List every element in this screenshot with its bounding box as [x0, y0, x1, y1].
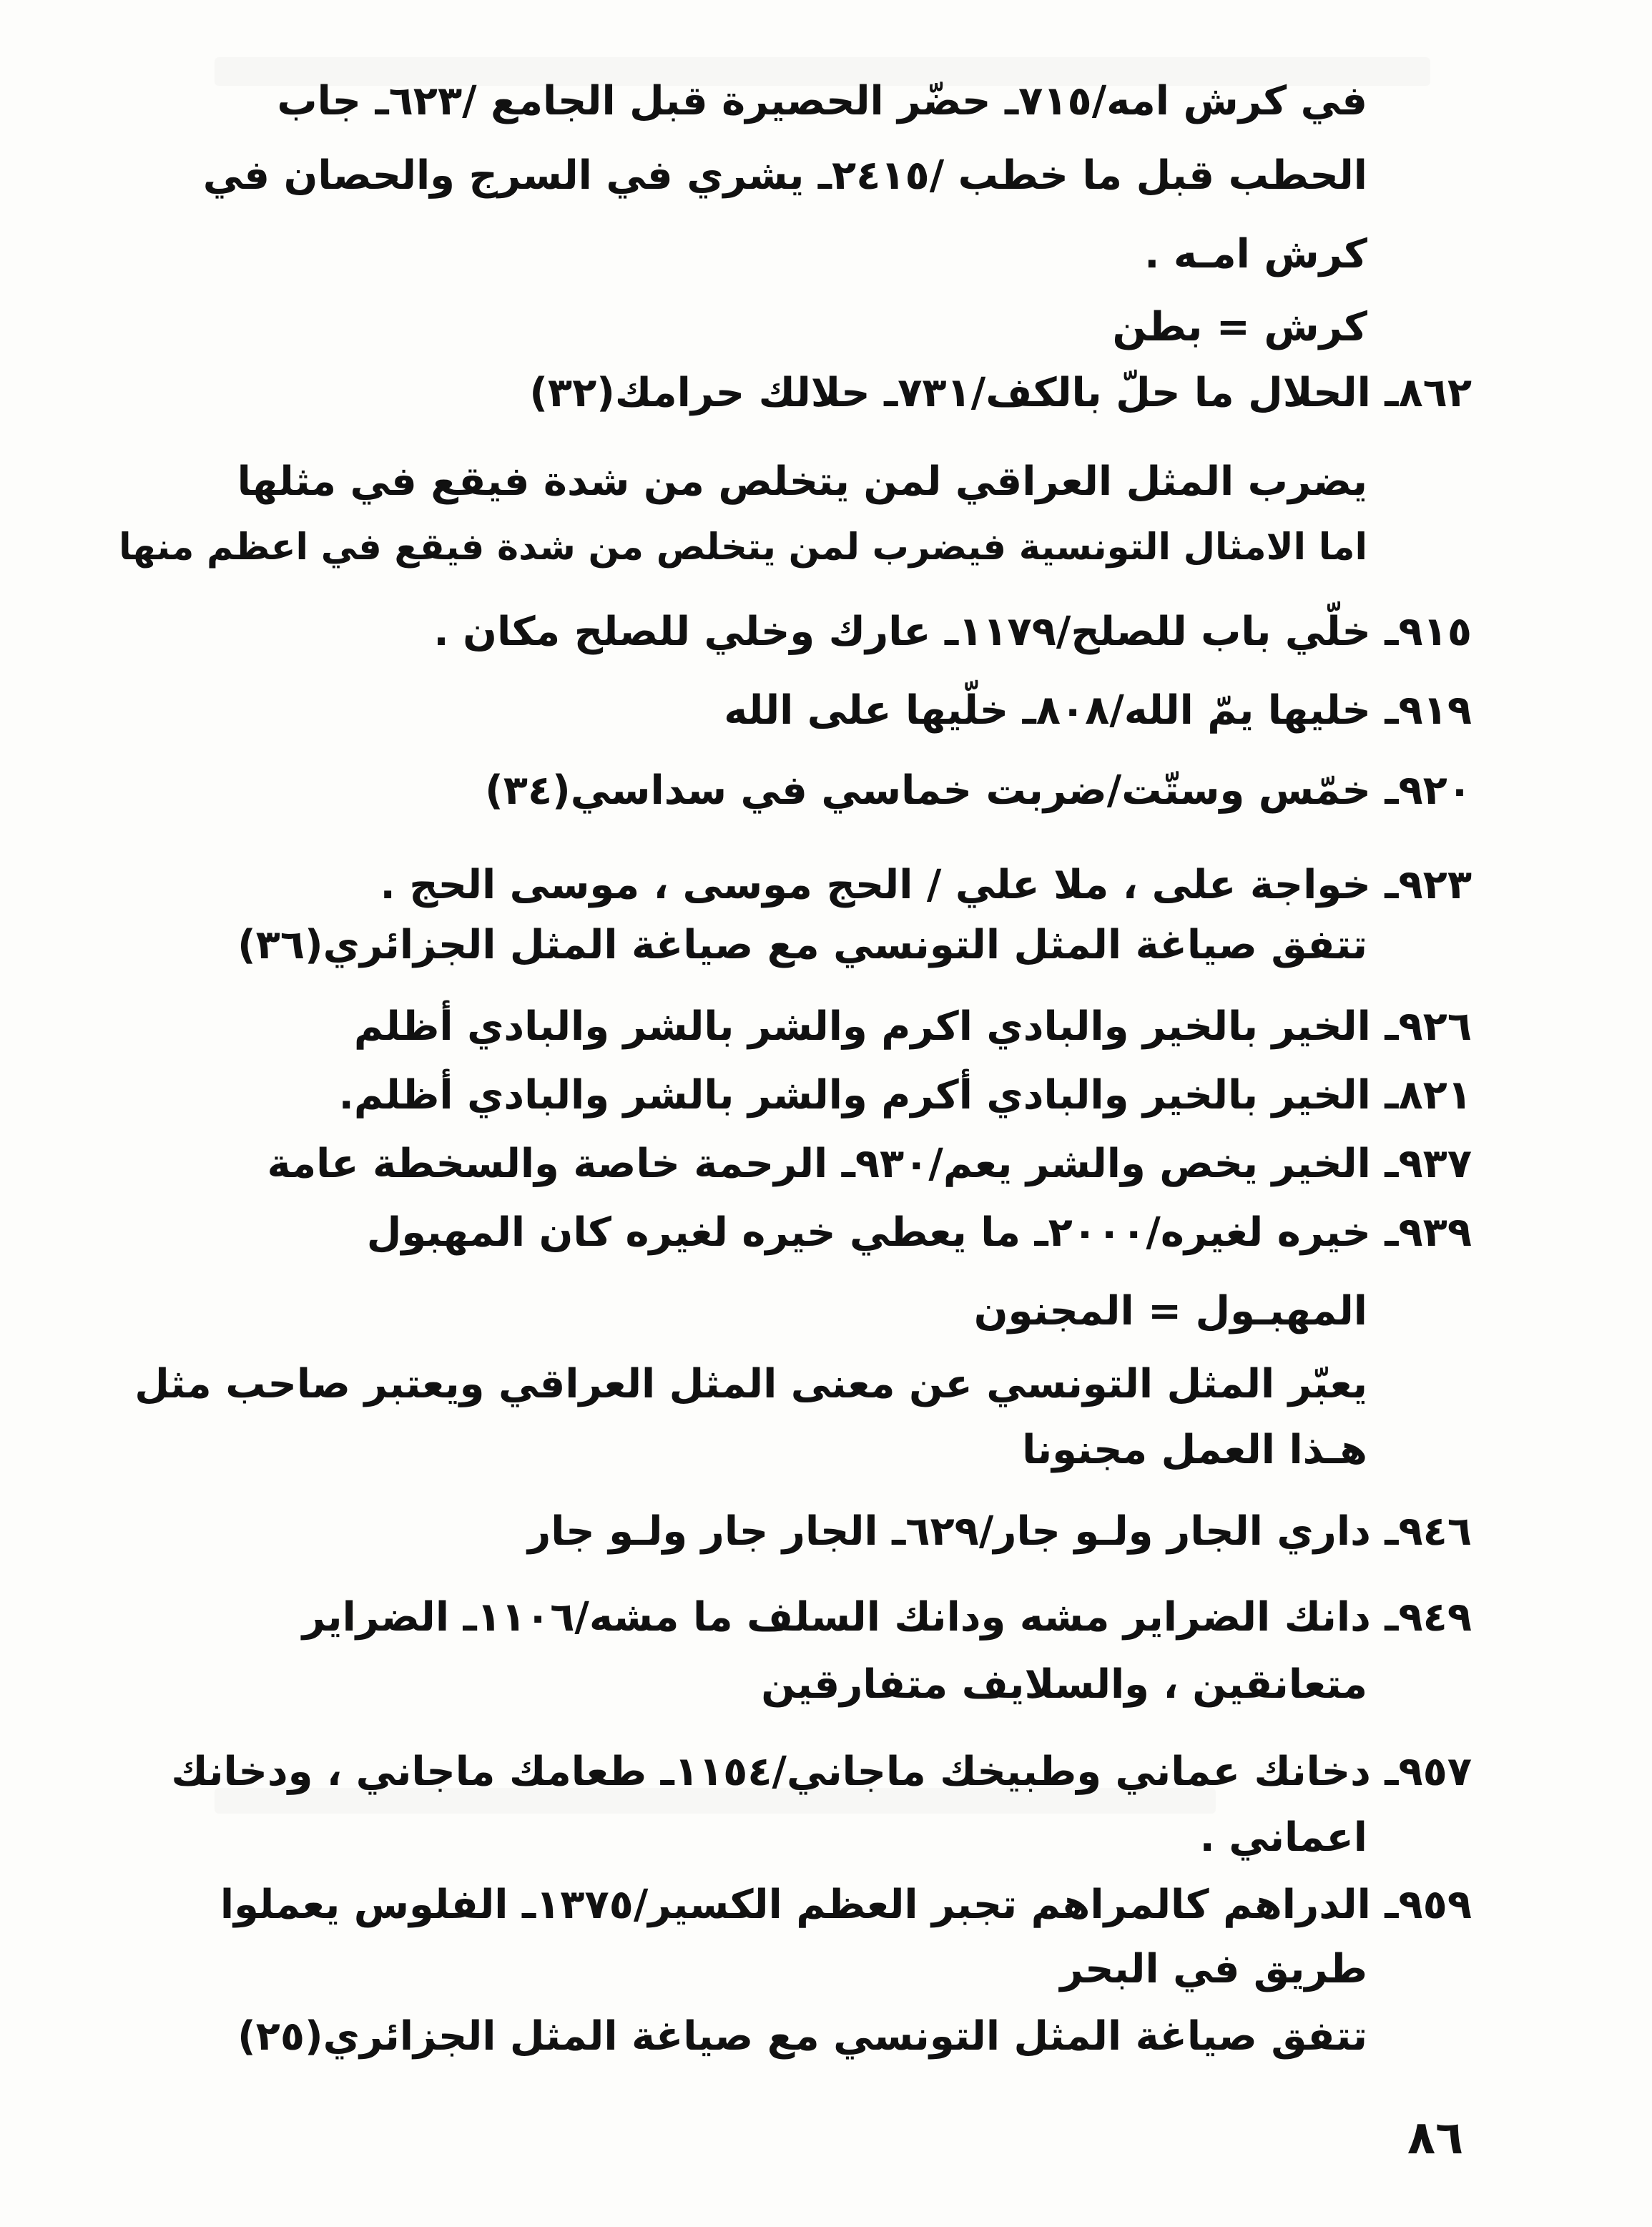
entry-line: ٩١٥ـ خلّي باب للصلح/١١٧٩ـ عارك وخلي للصلح مكان . [433, 609, 1472, 655]
page-number: ٨٦ [1407, 2112, 1464, 2165]
entry-line: ٩٣٧ـ الخير يخص والشر يعم/٩٣٠ـ الرحمة خاصة والسخطة عامة [267, 1141, 1472, 1187]
text-line: تتفق صياغة المثل التونسي مع صياغة المثل الجزائري(٢٥) [237, 2013, 1367, 2060]
text-line: اما الامثال التونسية فيضرب لمن يتخلص من شدة فيقع في اعظم منها [119, 526, 1367, 569]
entry-line: ٩٢٣ـ خواجة على ، ملا علي / الحج موسى ، موسى الحج . [380, 862, 1472, 908]
entry-line: ٩٢٠ـ خمّس وستّت/ضربت خماسي في سداسي(٣٤) [485, 767, 1472, 814]
entry-line: ٨٦٢ـ الحلال ما حلّ بالكف/٧٣١ـ حلالك حرامك(٣٢) [529, 370, 1472, 416]
entry-line: ٩١٩ـ خليها يمّ الله/٨٠٨ـ خلّيها على الله [724, 687, 1472, 734]
text-line: تتفق صياغة المثل التونسي مع صياغة المثل الجزائري(٣٦) [237, 922, 1367, 968]
text-line: كرش امـه . [1144, 231, 1367, 277]
text-line: في كرش امه/٧١٥ـ حضّر الحصيرة قبل الجامع /٦٢٣ـ جاب [277, 78, 1367, 124]
text-line: المهبـول = المجنون [973, 1288, 1367, 1334]
entry-line: ٨٢١ـ الخير بالخير والبادي أكرم والشر بالشر والبادي أظلم. [338, 1072, 1472, 1119]
entry-line: ٩٤٩ـ دانك الضراير مشه ودانك السلف ما مشه/١١٠٦ـ الضراير [302, 1594, 1472, 1641]
text-line: كرش = بطن [1112, 304, 1367, 350]
text-line: اعماني . [1199, 1814, 1367, 1861]
text-line: هـذا العمل مجنونا [1022, 1427, 1367, 1473]
entry-line: ٩٥٧ـ دخانك عماني وطبيخك ماجاني/١١٥٤ـ طعامك ماجاني ، ودخانك [171, 1749, 1472, 1795]
text-line: يضرب المثل العراقي لمن يتخلص من شدة فيقع في مثلها [237, 458, 1367, 505]
text-line: متعانقين ، والسلايف متفارقين [761, 1661, 1367, 1708]
text-line: الحطب قبل ما خطب /٢٤١٥ـ يشري في السرج والحصان في [202, 152, 1367, 199]
entry-line: ٩٤٦ـ داري الجار ولـو جار/٦٢٩ـ الجار جار ولـو جار [527, 1508, 1472, 1555]
text-line: يعبّر المثل التونسي عن معنى المثل العراقي ويعتبر صاحب مثل [134, 1361, 1367, 1407]
text-line: طريق في البحر [1060, 1946, 1367, 1992]
entry-line: ٩٣٩ـ خيره لغيره/٢٠٠٠ـ ما يعطي خيره لغيره كان المهبول [366, 1209, 1472, 1256]
entry-line: ٩٢٦ـ الخير بالخير والبادي اكرم والشر بالشر والبادي أظلم [353, 1003, 1472, 1050]
entry-line: ٩٥٩ـ الدراهم كالمراهم تجبر العظم الكسير/١٣٧٥ـ الفلوس يعملوا [220, 1882, 1472, 1928]
